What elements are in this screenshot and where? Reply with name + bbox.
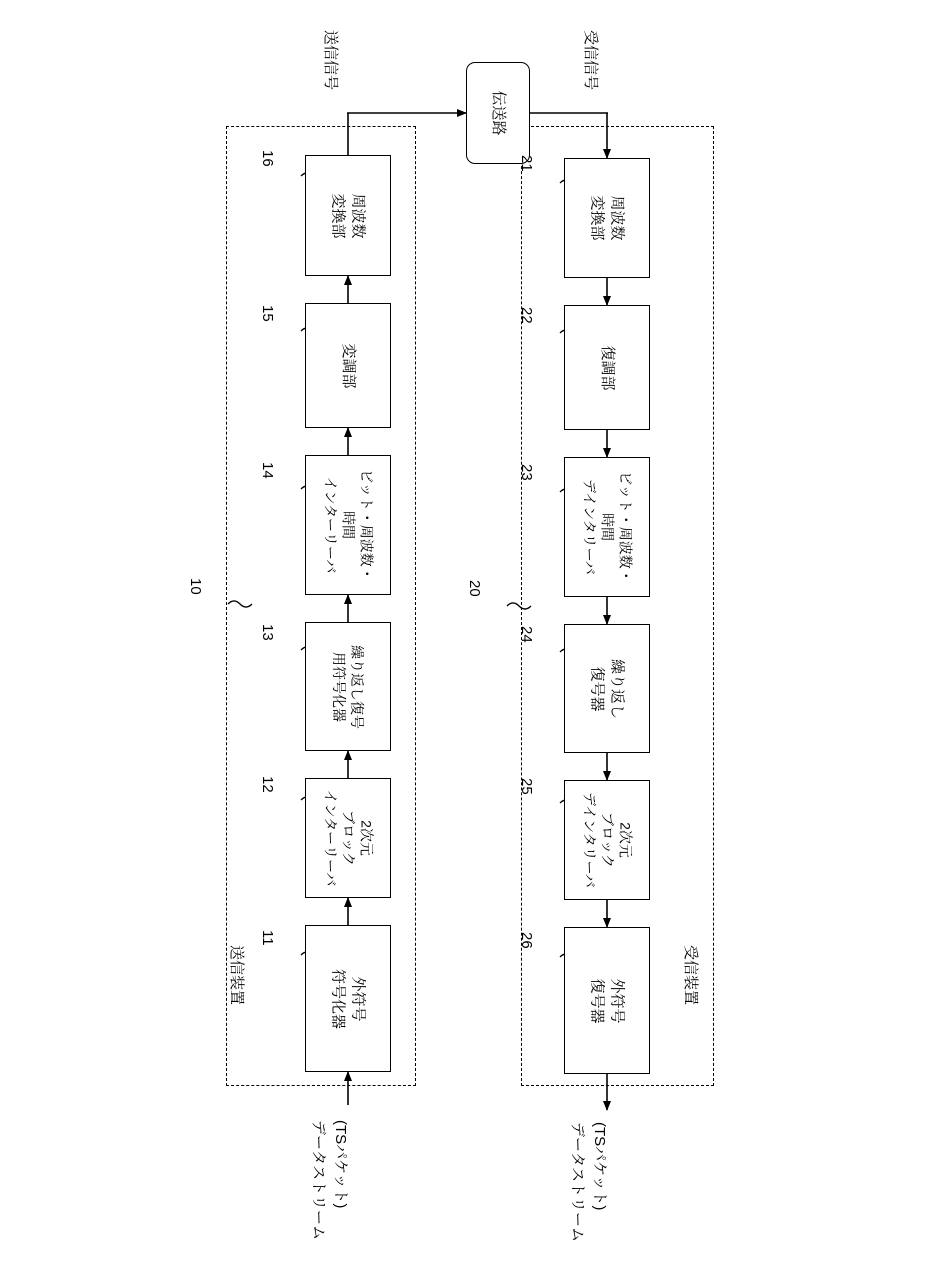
rx-block-23-ref: 23: [518, 464, 535, 481]
tx-block-15: [305, 303, 391, 428]
transmitter-group-ref: 10: [187, 578, 204, 595]
transmitter-group-label: 送信装置: [228, 945, 245, 1006]
rx-block-22: [564, 305, 650, 430]
tx-block-13-label: 繰り返し復号 用符号化器: [331, 644, 366, 729]
receiver-group-label: 受信装置: [682, 945, 699, 1006]
tx-block-11-label: 外符号 符号化器: [330, 968, 367, 1029]
tx-block-15-label: 変調部: [339, 342, 357, 389]
tx-block-12: [305, 778, 391, 898]
rx-block-26-label: 外符号 復号器: [589, 977, 626, 1024]
tx-block-11-ref: 11: [259, 930, 276, 946]
tx-block-16: [305, 155, 391, 276]
tx-block-16-ref: 16: [259, 150, 276, 167]
receiver-group-ref: 20: [466, 580, 483, 597]
tx-block-12-label: 2次元 ブロック インターリーバ: [321, 789, 375, 887]
rx-block-25: [564, 780, 650, 900]
rx-block-24-ref: 24: [518, 626, 535, 643]
tx-block-13-ref: 13: [259, 624, 276, 641]
tx-block-13: [305, 622, 391, 751]
tx-block-12-ref: 12: [259, 776, 276, 793]
transmission-path-block: [466, 62, 530, 164]
transmission-path-label: 伝送路: [489, 90, 507, 136]
rx-block-24-label: 繰り返し 復号器: [589, 658, 626, 719]
rx-block-22-label: 復調部: [598, 344, 616, 391]
rx-block-21: [564, 158, 650, 278]
rx-signal-label: 受信信号: [582, 30, 599, 91]
rx-block-21-label: 周波数 変換部: [589, 195, 626, 241]
rx-block-26: [564, 927, 650, 1074]
tx-block-11: [305, 925, 391, 1072]
tx-input-label-2: (TSパケット): [332, 1120, 349, 1209]
rx-block-25-label: 2次元 ブロック デインタリーバ: [580, 792, 634, 888]
rx-output-label-2: (TSパケット): [591, 1122, 608, 1211]
rx-block-23: [564, 457, 650, 597]
rx-block-24: [564, 624, 650, 753]
rx-block-22-ref: 22: [518, 307, 535, 324]
tx-block-16-label: 周波数 変換部: [330, 192, 367, 239]
rx-block-26-ref: 26: [518, 932, 535, 949]
rx-block-23-label: ビット・周波数・ 時間 デインタリーバ: [580, 471, 634, 583]
rx-block-21-ref: 21: [518, 155, 535, 172]
tx-block-14-label: ビット・周波数・ 時間 インターリーバ: [321, 469, 375, 581]
tx-input-label: データストリーム: [310, 1120, 327, 1241]
tx-signal-label: 送信信号: [322, 30, 339, 91]
tx-block-14: [305, 455, 391, 595]
rx-output-label: データストリーム: [569, 1122, 586, 1243]
tx-block-15-ref: 15: [259, 305, 276, 322]
tx-block-14-ref: 14: [259, 462, 276, 479]
rx-block-25-ref: 25: [518, 778, 535, 795]
